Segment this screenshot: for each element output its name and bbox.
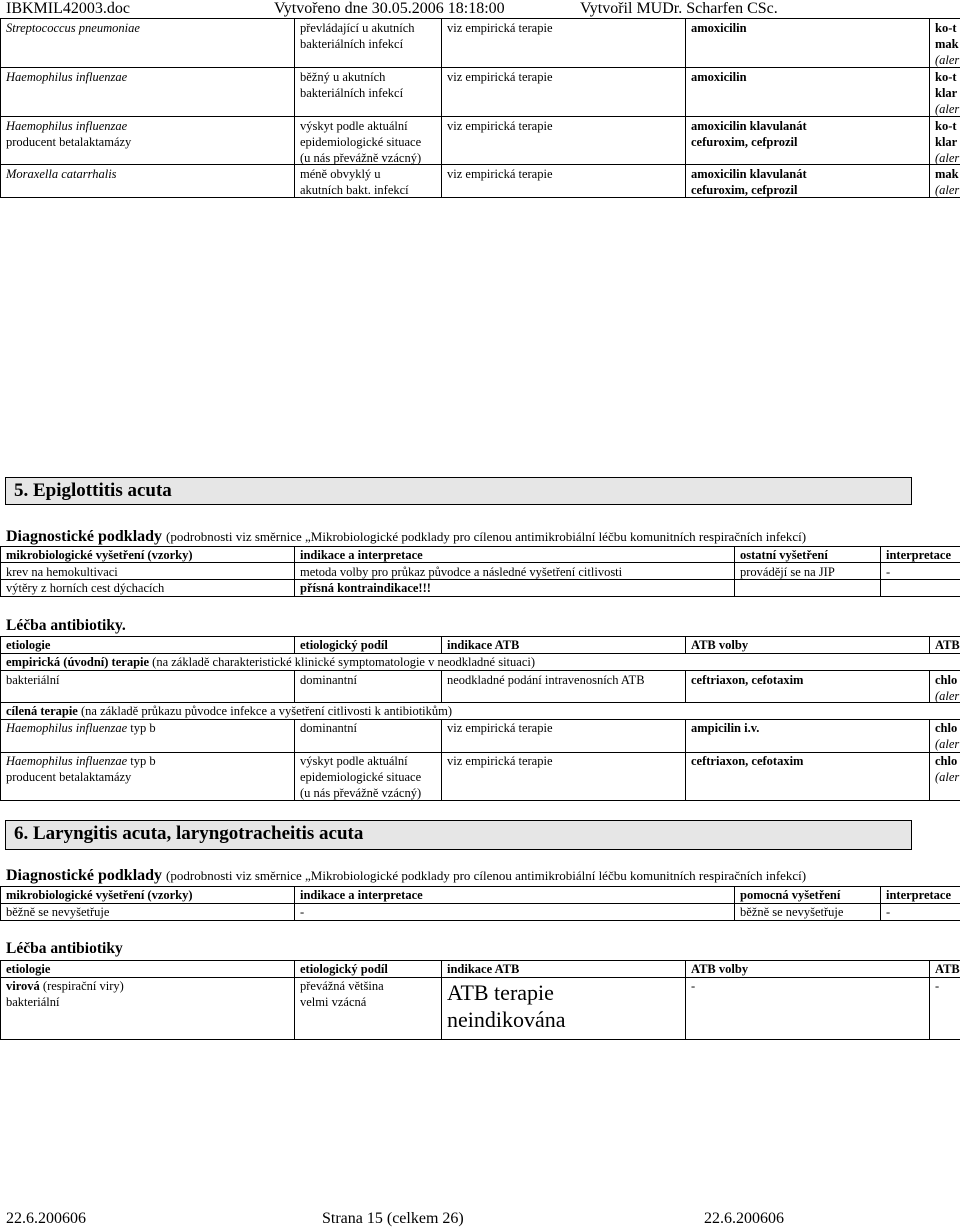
table-cell: klar bbox=[935, 86, 958, 100]
table-header: ATB volby bbox=[691, 638, 749, 652]
table-cell: Streptococcus pneumoniae bbox=[6, 21, 140, 35]
table-cell: (u nás převážně vzácný) bbox=[300, 151, 422, 165]
organism-type: typ b bbox=[127, 754, 156, 768]
table-cell: ko-t bbox=[935, 119, 957, 133]
table-cell: producent betalaktamázy bbox=[6, 135, 132, 149]
table-cell: méně obvyklý u bbox=[300, 167, 381, 181]
table-cell: bakteriálních infekcí bbox=[300, 37, 404, 51]
etiology-detail: (respirační viry) bbox=[39, 979, 124, 993]
table-cell: provádějí se na JIP bbox=[740, 565, 835, 579]
table-cell: viz empirická terapie bbox=[447, 754, 553, 768]
table-cell: amoxicilin bbox=[691, 21, 747, 35]
table-cell: krev na hemokultivaci bbox=[6, 565, 118, 579]
diag-note: (podrobnosti viz směrnice „Mikrobiologické podklady pro cílenou antimikrobiální léčbu komunitních respiračních infekcí) bbox=[166, 868, 807, 883]
table-header: interpretace bbox=[886, 548, 952, 562]
footer-page-number: Strana 15 (celkem 26) bbox=[322, 1210, 464, 1227]
diag-title: Diagnostické podklady bbox=[6, 867, 163, 884]
table-cell: - bbox=[886, 905, 891, 919]
table-cell: převážná většina bbox=[300, 979, 384, 993]
table-cell: (aler bbox=[935, 689, 960, 703]
etiology-bold: virová bbox=[6, 979, 40, 993]
table-cell: akutních bakt. infekcí bbox=[300, 183, 409, 197]
table-header: mikrobiologické vyšetření (vzorky) bbox=[6, 888, 193, 902]
footer-date-right: 22.6.200606 bbox=[704, 1210, 784, 1227]
table-cell: producent betalaktamázy bbox=[6, 770, 132, 784]
table-header: pomocná vyšetření bbox=[740, 888, 841, 902]
table-cell: velmi vzácná bbox=[300, 995, 367, 1009]
targeted-therapy-label bbox=[6, 703, 452, 719]
table-header: etiologický podíl bbox=[300, 962, 388, 976]
table-cell: bakteriální bbox=[6, 995, 60, 1009]
table-cell: cefuroxim, cefprozil bbox=[691, 135, 798, 149]
section-5-title: 5. Epiglottitis acuta bbox=[5, 477, 912, 505]
table-header: ATB bbox=[935, 638, 960, 652]
table-cell: bakteriálních infekcí bbox=[300, 86, 404, 100]
table-cell: neodkladné podání intravenosních ATB bbox=[447, 673, 645, 687]
table-cell: (aler bbox=[935, 53, 960, 67]
table-header: etiologie bbox=[6, 962, 51, 976]
table-cell: (u nás převážně vzácný) bbox=[300, 786, 422, 800]
section-6-lecba-title: Léčba antibiotiky bbox=[6, 940, 123, 957]
table-cell: (aler bbox=[935, 183, 960, 197]
empiric-label: empirická (úvodní) terapie bbox=[6, 655, 150, 669]
section-5-diag-heading bbox=[6, 528, 806, 546]
table-cell bbox=[6, 720, 156, 736]
header-created: Vytvořeno dne 30.05.2006 18:18:00 bbox=[274, 0, 505, 17]
table-cell: chlo bbox=[935, 721, 958, 735]
section-6-title: 6. Laryngitis acuta, laryngotracheitis acuta bbox=[5, 820, 912, 850]
table-cell: mak bbox=[935, 167, 959, 181]
targeted-note: (na základě průkazu původce infekce a vyšetření citlivosti k antibiotikům) bbox=[80, 704, 453, 718]
table-cell bbox=[6, 978, 124, 994]
table-cell: cefuroxim, cefprozil bbox=[691, 183, 798, 197]
table-header: indikace ATB bbox=[447, 638, 520, 652]
table-cell: (aler bbox=[935, 151, 960, 165]
table-header: interpretace bbox=[886, 888, 952, 902]
table-cell: viz empirická terapie bbox=[447, 167, 553, 181]
table-header: ostatní vyšetření bbox=[740, 548, 828, 562]
table-cell: (aler bbox=[935, 770, 960, 784]
organism-type: typ b bbox=[127, 721, 156, 735]
table-cell: běžně se nevyšetřuje bbox=[6, 905, 110, 919]
table-cell: Moraxella catarrhalis bbox=[6, 167, 117, 181]
table-cell bbox=[6, 753, 156, 769]
table-cell: ceftriaxon, cefotaxim bbox=[691, 754, 804, 768]
table-header: indikace a interpretace bbox=[300, 548, 423, 562]
table-cell: viz empirická terapie bbox=[447, 70, 553, 84]
table-cell: ko-t bbox=[935, 70, 957, 84]
table-cell: Haemophilus influenzae bbox=[6, 70, 128, 84]
table-cell: dominantní bbox=[300, 721, 357, 735]
table-cell: chlo bbox=[935, 673, 958, 687]
table-cell: epidemiologické situace bbox=[300, 135, 422, 149]
table-cell: klar bbox=[935, 135, 958, 149]
table-cell: viz empirická terapie bbox=[447, 21, 553, 35]
table-header: mikrobiologické vyšetření (vzorky) bbox=[6, 548, 193, 562]
table-cell: bakteriální bbox=[6, 673, 60, 687]
table-cell: (aler bbox=[935, 102, 960, 116]
table-cell: ampicilin i.v. bbox=[691, 721, 760, 735]
table-cell: amoxicilin klavulanát bbox=[691, 119, 807, 133]
table-cell: - bbox=[300, 905, 305, 919]
table-cell: ko-t bbox=[935, 21, 957, 35]
header-author: Vytvořil MUDr. Scharfen CSc. bbox=[580, 0, 778, 17]
table-cell: chlo bbox=[935, 754, 958, 768]
table-header: indikace a interpretace bbox=[300, 888, 423, 902]
footer-date-left: 22.6.200606 bbox=[6, 1210, 86, 1227]
empiric-note: (na základě charakteristické klinické symptomatologie v neodkladné situaci) bbox=[152, 655, 536, 669]
table-cell: dominantní bbox=[300, 673, 357, 687]
table-cell: (aler bbox=[935, 737, 960, 751]
organism-name: Haemophilus influenzae bbox=[6, 754, 128, 768]
diag-note: (podrobnosti viz směrnice „Mikrobiologické podklady pro cílenou antimikrobiální léčbu komunitních respiračních infekcí) bbox=[166, 529, 807, 544]
table-header: etiologie bbox=[6, 638, 51, 652]
atb-not-indicated-line1: ATB terapie bbox=[447, 980, 554, 1005]
section-5-lecba-title: Léčba antibiotiky. bbox=[6, 617, 126, 634]
table-cell: výskyt podle aktuální bbox=[300, 119, 408, 133]
targeted-label: cílená terapie bbox=[6, 704, 78, 718]
table-cell: amoxicilin bbox=[691, 70, 747, 84]
table-header: etiologický podíl bbox=[300, 638, 388, 652]
table-cell: Haemophilus influenzae bbox=[6, 119, 128, 133]
table-cell: běžně se nevyšetřuje bbox=[740, 905, 844, 919]
organism-name: Haemophilus influenzae bbox=[6, 721, 128, 735]
atb-not-indicated-line2: neindikována bbox=[447, 1007, 566, 1032]
table-cell: - bbox=[935, 979, 940, 993]
table-cell: viz empirická terapie bbox=[447, 119, 553, 133]
table-cell: běžný u akutních bbox=[300, 70, 386, 84]
table-cell: epidemiologické situace bbox=[300, 770, 422, 784]
table-cell: ceftriaxon, cefotaxim bbox=[691, 673, 804, 687]
table-cell: - bbox=[886, 565, 891, 579]
header-filename: IBKMIL42003.doc bbox=[6, 0, 130, 17]
table-header: ATB bbox=[935, 962, 960, 976]
section-6-diag-heading bbox=[6, 867, 806, 885]
table-cell: převládající u akutních bbox=[300, 21, 415, 35]
diag-title: Diagnostické podklady bbox=[6, 528, 163, 545]
table-header: indikace ATB bbox=[447, 962, 520, 976]
table-cell: viz empirická terapie bbox=[447, 721, 553, 735]
table-cell: mak bbox=[935, 37, 959, 51]
table-cell: přísná kontraindikace!!! bbox=[300, 581, 431, 595]
table-header: ATB volby bbox=[691, 962, 749, 976]
table-cell: metoda volby pro průkaz původce a následné vyšetření citlivosti bbox=[300, 565, 623, 579]
table-cell: amoxicilin klavulanát bbox=[691, 167, 807, 181]
table-cell: výskyt podle aktuální bbox=[300, 754, 408, 768]
empiric-therapy-label bbox=[6, 654, 535, 670]
table-cell: - bbox=[691, 979, 696, 993]
table-cell: výtěry z horních cest dýchacích bbox=[6, 581, 165, 595]
